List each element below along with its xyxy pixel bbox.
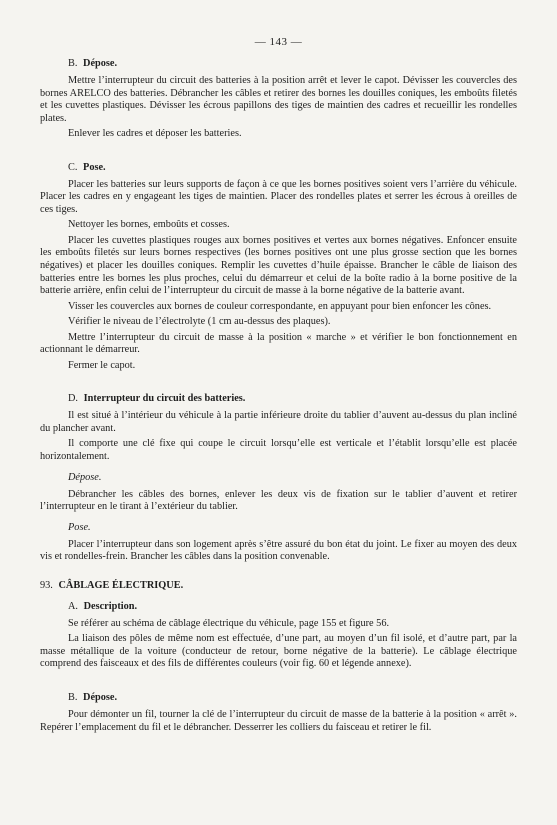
paragraph: Mettre l’interrupteur du circuit de masse à la position « marche » et vérifier le bon fonctionnement en actionnant le démarreur. bbox=[40, 331, 517, 356]
heading-number: 93. bbox=[40, 579, 53, 591]
heading-number: B. bbox=[68, 58, 78, 69]
heading-number: B. bbox=[68, 691, 78, 703]
heading-text: Dépose. bbox=[83, 58, 118, 69]
chapter-heading bbox=[40, 580, 517, 591]
paragraph: Placer l’interrupteur dans son logement après s’être assuré du bon état du joint. Le fixer au moyen des deux vis et rondelles-frein. Brancher les câbles dans la position convenable. bbox=[40, 538, 517, 563]
subsection-heading: Pose. bbox=[68, 521, 91, 533]
paragraph: Vérifier le niveau de l’électrolyte (1 cm au-dessus des plaques). bbox=[68, 316, 331, 328]
paragraph: Enlever les cadres et déposer les batteries. bbox=[68, 128, 242, 140]
paragraph: Se référer au schéma de câblage électrique du véhicule, page 155 et figure 56. bbox=[68, 617, 390, 629]
heading-text: Interrupteur du circuit des batteries. bbox=[83, 393, 246, 405]
heading-number: C. bbox=[68, 161, 78, 173]
section-heading bbox=[68, 58, 517, 69]
heading-text: Dépose. bbox=[83, 691, 118, 703]
heading-text: Description. bbox=[83, 600, 138, 612]
paragraph: Placer les batteries sur leurs supports de façon à ce que les bornes positives soient vers l’arrière du véhicule. Placer les cadres en y engageant les tiges de maintien. Placer des rondelles plates et serrer les écrous à oreilles de ces tiges. bbox=[40, 178, 517, 215]
paragraph: Il est situé à l’intérieur du véhicule à la partie inférieure droite du tablier d’auvent au-dessus du plan incliné du plancher avant. bbox=[40, 410, 517, 434]
paragraph: La liaison des pôles de même nom est effectuée, d’une part, au moyen d’un fil isolé, et d’autre part, par la masse métallique de la voiture (conducteur de retour, borne négative de la batterie). Le câblage électrique comprend des faisceaux et des fils de différentes couleurs (voir fig. 60 et légende annexe). bbox=[40, 633, 517, 670]
section-spacer bbox=[40, 674, 517, 684]
heading-number: A. bbox=[68, 600, 79, 612]
heading-text: Pose. bbox=[83, 161, 106, 173]
section-spacer bbox=[40, 144, 517, 154]
subsection-heading: Dépose. bbox=[68, 471, 102, 483]
page-content bbox=[40, 58, 517, 734]
paragraph: Fermer le capot. bbox=[68, 359, 136, 371]
paragraph: Mettre l’interrupteur du circuit des batteries à la position arrêt et lever le capot. Dévisser les couvercles des bornes ARELCO des batteries. Débrancher les câbles et retirer des bornes les douilles coniques, les emboûts filetés et les cuvettes plastiques. Dévisser les écrous papillons des tiges de maintien des cadres et recueillir les rondelles plates. bbox=[40, 75, 517, 124]
page-number: — 143 — bbox=[254, 36, 303, 48]
paragraph: Pour démonter un fil, tourner la clé de l’interrupteur du circuit de masse de la batterie à la position « arrêt ». Repérer l’emplacement du fil et le débrancher. Desserrer les colliers du faisceau et retirer le fil. bbox=[40, 708, 517, 733]
paragraph: Débrancher les câbles des bornes, enlever les deux vis de fixation sur le tablier d’auvent et retirer l’interrupteur en le tirant à l’extérieur du tablier. bbox=[40, 488, 517, 513]
section-heading bbox=[68, 692, 517, 703]
section-heading bbox=[68, 393, 517, 404]
section-spacer bbox=[40, 375, 517, 385]
heading-number: D. bbox=[68, 393, 79, 405]
paragraph: Placer les cuvettes plastiques rouges aux bornes positives et vertes aux bornes négatives. Enfoncer ensuite les emboûts filetés sur leurs bornes respectives (les bornes positives ont une plus grosse section que les bornes négatives) et placer les douilles coniques. Remplir les cuvettes d’huile épaisse. Brancher le câble de liaison des batteries entre les bornes les plus proches, celui du démarreur et celui de la boîte radio à la borne positive de la batterie arrière, enfin celui de l’interrupteur du circuit de masse à la borne négative de la batterie avant. bbox=[40, 234, 517, 297]
section-heading bbox=[68, 601, 517, 612]
section-heading bbox=[68, 162, 517, 173]
heading-text: CÂBLAGE ÉLECTRIQUE. bbox=[58, 579, 184, 591]
paragraph: Visser les couvercles aux bornes de couleur correspondante, en appuyant pour bien enfoncer les cônes. bbox=[68, 300, 492, 312]
paragraph: Il comporte une clé fixe qui coupe le circuit lorsqu’elle est verticale et l’établit lorsqu’elle est placée horizontalement. bbox=[40, 438, 517, 463]
paragraph: Nettoyer les bornes, emboûts et cosses. bbox=[68, 219, 230, 231]
